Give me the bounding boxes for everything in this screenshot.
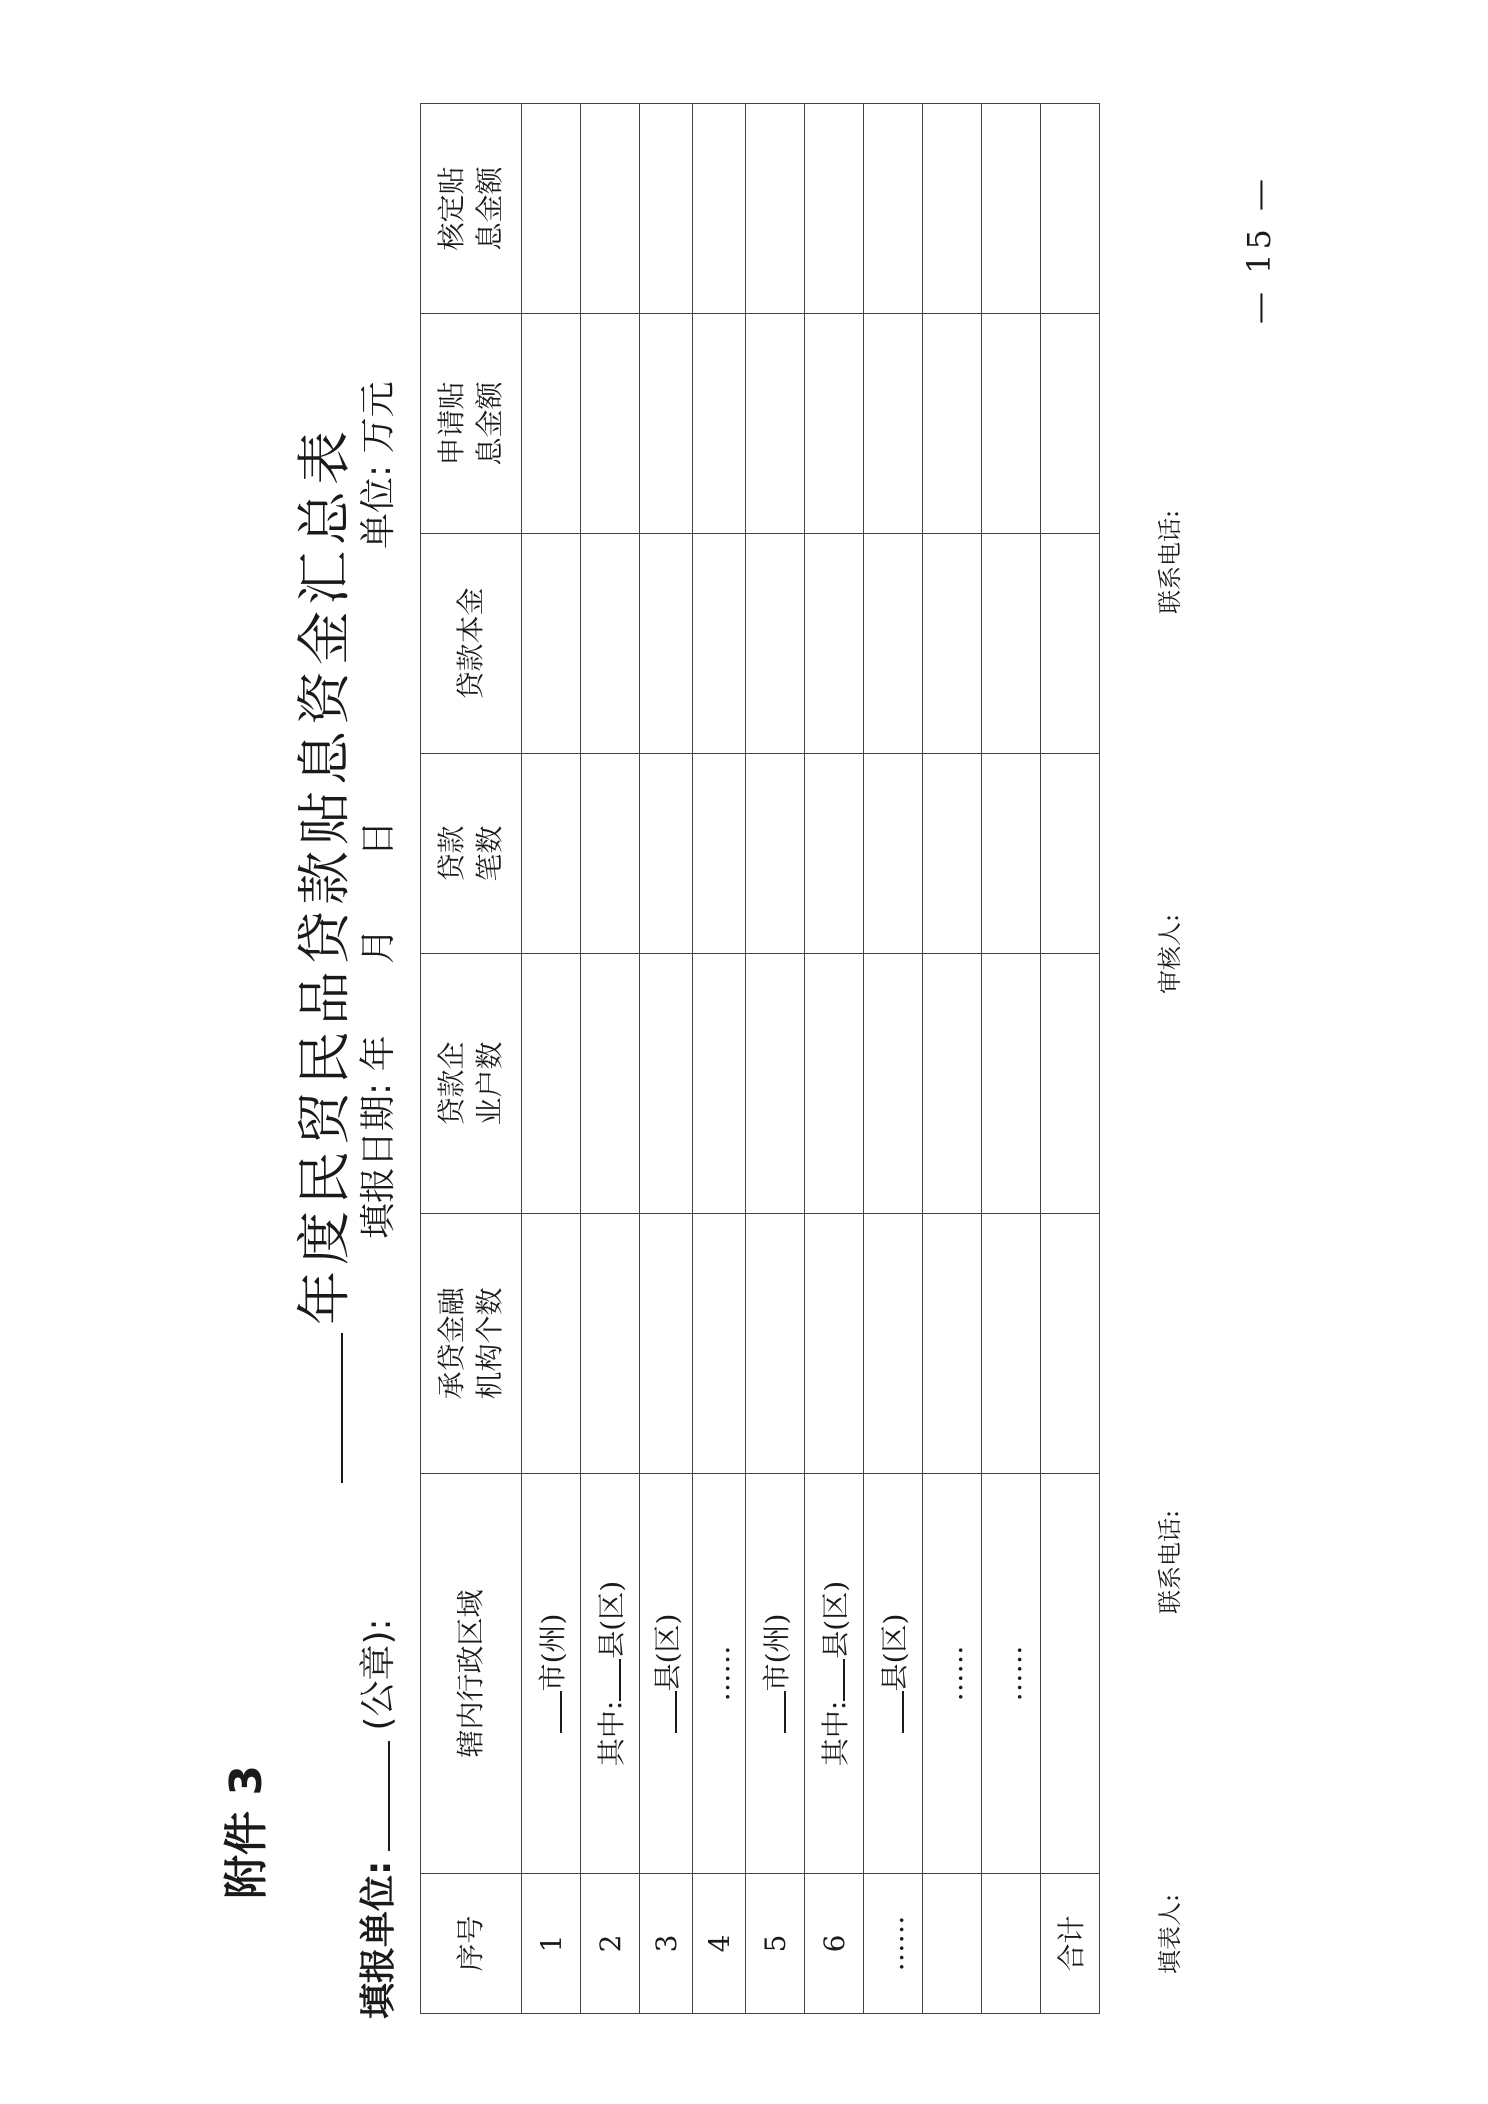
- empty-value-cell[interactable]: [982, 1214, 1041, 1474]
- title-text: 年度民贸民品贷款贴息资金汇总表: [293, 425, 356, 1325]
- region-blank: [619, 1659, 621, 1701]
- empty-value-cell[interactable]: [746, 1214, 805, 1474]
- region-blank: [902, 1691, 904, 1733]
- empty-value-cell[interactable]: [746, 314, 805, 534]
- empty-value-cell[interactable]: [581, 104, 640, 314]
- region-blank: [784, 1691, 786, 1733]
- summary-table: [420, 103, 1100, 2014]
- filler-label: 填表人:: [1156, 1893, 1184, 1974]
- empty-value-cell[interactable]: [923, 534, 982, 754]
- report-date-label: 填报日期:: [358, 1082, 399, 1239]
- row-number-cell: 5: [746, 1874, 805, 2014]
- region-cell: [522, 1474, 581, 1874]
- empty-value-cell[interactable]: [581, 314, 640, 534]
- empty-value-cell[interactable]: [640, 104, 693, 314]
- empty-value-cell[interactable]: [864, 104, 923, 314]
- empty-value-cell[interactable]: [581, 1214, 640, 1474]
- empty-value-cell[interactable]: [522, 314, 581, 534]
- row-number-cell: 3: [640, 1874, 693, 2014]
- empty-value-cell[interactable]: [522, 534, 581, 754]
- empty-value-cell[interactable]: [1041, 754, 1100, 954]
- empty-value-cell[interactable]: [746, 954, 805, 1214]
- form-meta: [350, 219, 410, 2019]
- attachment-label: 附件 3: [221, 1765, 272, 1899]
- unit-of-measure: 单位: 万元: [358, 381, 399, 549]
- region-cell: [805, 1474, 864, 1874]
- empty-value-cell[interactable]: [864, 314, 923, 534]
- region-cell: [581, 1474, 640, 1874]
- row-number-cell: ……: [864, 1874, 923, 2014]
- region-blank: [560, 1691, 562, 1733]
- region-blank: [675, 1691, 677, 1733]
- region-suffix: 县(区): [595, 1580, 628, 1659]
- region-suffix: 县(区): [878, 1613, 911, 1692]
- table-header-cell: 申请贴 息金额: [421, 314, 522, 534]
- table-header-cell: 贷款企 业户数: [421, 954, 522, 1214]
- form-title: [282, 284, 359, 1624]
- region-suffix: 市(州): [536, 1613, 569, 1692]
- region-suffix: 市(州): [760, 1613, 793, 1692]
- empty-value-cell[interactable]: [693, 534, 746, 754]
- empty-value-cell[interactable]: [805, 754, 864, 954]
- empty-value-cell[interactable]: [923, 104, 982, 314]
- empty-value-cell[interactable]: [923, 754, 982, 954]
- empty-value-cell[interactable]: [805, 1214, 864, 1474]
- table-row: [805, 104, 864, 2014]
- region-prefix: 其中:: [819, 1700, 852, 1767]
- table-row: [1041, 104, 1100, 2014]
- empty-value-cell[interactable]: [693, 754, 746, 954]
- empty-value-cell[interactable]: [864, 534, 923, 754]
- empty-value-cell[interactable]: [693, 1214, 746, 1474]
- empty-value-cell[interactable]: [923, 954, 982, 1214]
- reporting-unit-blank: [388, 1741, 390, 1851]
- page-number: — 15 —: [1240, 174, 1278, 324]
- empty-value-cell[interactable]: [581, 954, 640, 1214]
- region-suffix: ……: [702, 1645, 736, 1702]
- empty-value-cell[interactable]: [864, 754, 923, 954]
- empty-value-cell[interactable]: [1041, 534, 1100, 754]
- empty-value-cell[interactable]: [640, 314, 693, 534]
- empty-value-cell[interactable]: [522, 104, 581, 314]
- empty-value-cell[interactable]: [864, 954, 923, 1214]
- empty-value-cell[interactable]: [923, 1214, 982, 1474]
- empty-value-cell[interactable]: [693, 954, 746, 1214]
- empty-value-cell[interactable]: [1041, 104, 1100, 314]
- row-number-cell: [923, 1874, 982, 2014]
- empty-value-cell[interactable]: [640, 1214, 693, 1474]
- filler-phone-label: 联系电话:: [1156, 1509, 1184, 1614]
- region-suffix: 县(区): [819, 1580, 852, 1659]
- empty-value-cell[interactable]: [640, 534, 693, 754]
- empty-value-cell[interactable]: [805, 534, 864, 754]
- table-header-cell: 承贷金融 机构个数: [421, 1214, 522, 1474]
- region-prefix: 其中:: [595, 1700, 628, 1767]
- empty-value-cell[interactable]: [805, 104, 864, 314]
- empty-value-cell[interactable]: [693, 104, 746, 314]
- table-header-cell: 辖内行政区域: [421, 1474, 522, 1874]
- row-number-cell: 1: [522, 1874, 581, 2014]
- empty-value-cell[interactable]: [581, 534, 640, 754]
- empty-value-cell[interactable]: [640, 954, 693, 1214]
- empty-value-cell[interactable]: [864, 1214, 923, 1474]
- empty-value-cell[interactable]: [1041, 314, 1100, 534]
- region-cell: [640, 1474, 693, 1874]
- row-number-cell: 2: [581, 1874, 640, 2014]
- empty-value-cell[interactable]: [805, 314, 864, 534]
- region-cell: [693, 1474, 746, 1874]
- row-number-cell: 合计: [1041, 1874, 1100, 2014]
- empty-value-cell[interactable]: [982, 104, 1041, 314]
- table-row: [693, 104, 746, 2014]
- empty-value-cell[interactable]: [982, 534, 1041, 754]
- region-suffix: 县(区): [651, 1613, 684, 1692]
- empty-value-cell[interactable]: [522, 1214, 581, 1474]
- row-number-cell: 4: [693, 1874, 746, 2014]
- reporting-unit-label: 填报单位:: [358, 1860, 399, 2019]
- region-cell: [982, 1474, 1041, 1874]
- report-date: [350, 820, 401, 1239]
- table-row: [982, 104, 1041, 2014]
- year-label: 年: [358, 1035, 399, 1072]
- table-row: [923, 104, 982, 2014]
- row-number-cell: [982, 1874, 1041, 2014]
- table-row: [746, 104, 805, 2014]
- region-cell: [746, 1474, 805, 1874]
- region-cell: [1041, 1474, 1100, 1874]
- empty-value-cell[interactable]: [693, 314, 746, 534]
- region-suffix: ……: [935, 1645, 969, 1702]
- row-number-cell: 6: [805, 1874, 864, 2014]
- region-cell: [923, 1474, 982, 1874]
- region-suffix: ……: [994, 1645, 1028, 1702]
- reporting-unit: [350, 1618, 401, 2019]
- seal-label: (公章):: [358, 1618, 399, 1731]
- empty-value-cell[interactable]: [982, 954, 1041, 1214]
- region-blank: [843, 1659, 845, 1701]
- empty-value-cell[interactable]: [982, 754, 1041, 954]
- table-header-cell: 贷款本金: [421, 534, 522, 754]
- table-row: [581, 104, 640, 2014]
- empty-value-cell[interactable]: [746, 754, 805, 954]
- empty-value-cell[interactable]: [746, 104, 805, 314]
- table-header-row: [421, 104, 522, 2014]
- empty-value-cell[interactable]: [581, 754, 640, 954]
- empty-value-cell[interactable]: [746, 534, 805, 754]
- empty-value-cell[interactable]: [1041, 954, 1100, 1214]
- year-blank: [341, 1333, 343, 1483]
- empty-value-cell[interactable]: [923, 314, 982, 534]
- day-label: 日: [358, 820, 399, 857]
- empty-value-cell[interactable]: [1041, 1214, 1100, 1474]
- table-header-cell: 核定贴 息金额: [421, 104, 522, 314]
- region-cell: [864, 1474, 923, 1874]
- empty-value-cell[interactable]: [640, 754, 693, 954]
- empty-value-cell[interactable]: [805, 954, 864, 1214]
- table-row: [864, 104, 923, 2014]
- reviewer-phone-label: 联系电话:: [1156, 509, 1184, 614]
- empty-value-cell[interactable]: [522, 954, 581, 1214]
- month-label: 月: [358, 927, 399, 964]
- empty-value-cell[interactable]: [982, 314, 1041, 534]
- reviewer-label: 审核人:: [1156, 913, 1184, 994]
- table-row: [522, 104, 581, 2014]
- table-row: [640, 104, 693, 2014]
- table-header-cell: 序号: [421, 1874, 522, 2014]
- empty-value-cell[interactable]: [522, 754, 581, 954]
- table-header-cell: 贷款 笔数: [421, 754, 522, 954]
